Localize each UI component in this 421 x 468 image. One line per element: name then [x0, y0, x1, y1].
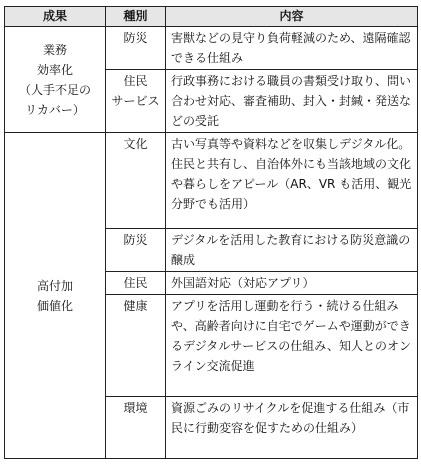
type-cell: 文化	[106, 133, 166, 229]
type-cell: 防災	[106, 229, 166, 272]
content-cell: デジタルを活用した教育における防災意識の醸成	[166, 229, 418, 272]
table-row	[5, 27, 418, 70]
table-header-row	[5, 7, 418, 27]
content-cell: 行政事務における職員の書類受け取り、問い合わせ対応、審査補助、封入・封緘・発送などの受託	[166, 70, 418, 133]
content-cell: 害獣などの見守り負荷軽減のため、遠隔確認できる仕組み	[166, 27, 418, 70]
outcome-cell-efficiency: 業務 効率化 （人手不足の リカバー）	[5, 27, 106, 133]
type-cell: 健康	[106, 295, 166, 397]
outcome-cell-value-added: 高付加 価値化	[5, 133, 106, 459]
header-type: 種別	[106, 7, 166, 27]
table-row	[5, 133, 418, 229]
document-page	[4, 6, 417, 459]
content-cell: 外国語対応（対応アプリ）	[166, 272, 418, 295]
type-cell: 住民	[106, 272, 166, 295]
content-cell: 資源ごみのリサイクルを促進する仕組み（市民に行動変容を促すための仕組み）	[166, 397, 418, 459]
outcomes-table	[4, 6, 418, 459]
type-cell: 防災	[106, 27, 166, 70]
content-cell: 古い写真等や資料などを収集しデジタル化。住民と共有し、自治体外にも当該地域の文化や暮らしをアピール（AR、VR も活用、観光分野でも活用）	[166, 133, 418, 229]
header-content: 内容	[166, 7, 418, 27]
header-outcome: 成果	[5, 7, 106, 27]
content-cell: アプリを活用し運動を行う・続ける仕組みや、高齢者向けに自宅でゲームや運動ができるデジタルサービスの仕組み、知人とのオンライン交流促進	[166, 295, 418, 397]
type-cell: 住民 サービス	[106, 70, 166, 133]
type-cell: 環境	[106, 397, 166, 459]
